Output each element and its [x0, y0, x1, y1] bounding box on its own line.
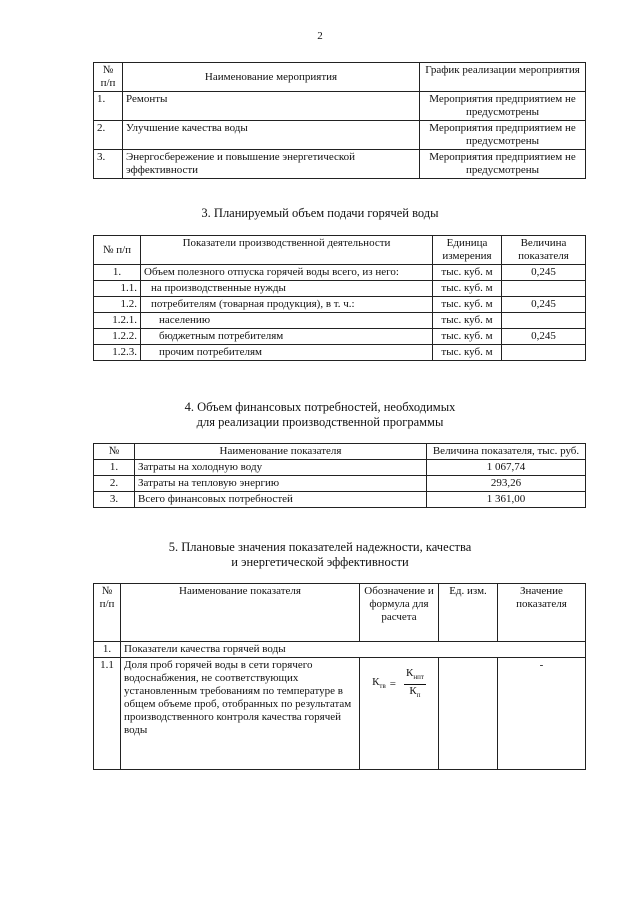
header-cell: Наименование показателя	[135, 444, 427, 460]
header-cell: Величина показателя	[502, 236, 586, 265]
row-num: 1.	[94, 460, 135, 476]
table-row	[94, 492, 586, 508]
row-unit: тыс. куб. м	[433, 345, 502, 361]
table-row	[94, 121, 586, 150]
section-4-title-line2: для реализации производственной программы	[196, 415, 444, 429]
row-num: 1.2.2.	[94, 329, 141, 345]
header-cell: График реализации мероприятия	[420, 63, 586, 92]
row-label: бюджетным потребителям	[141, 329, 433, 345]
section-3-title: 3. Планируемый объем подачи горячей воды	[201, 206, 439, 220]
header-cell: Наименование мероприятия	[123, 63, 420, 92]
row-label: Ремонты	[123, 92, 420, 121]
formula-cell	[360, 658, 439, 770]
section-4-title-line1: 4. Объем финансовых потребностей, необходимых	[184, 400, 456, 414]
row-label: Энергосбережение и повышение энергетической эффективности	[123, 150, 420, 179]
row-label: Затраты на холодную воду	[135, 460, 427, 476]
row-value: Мероприятия предприятием не предусмотрены	[420, 92, 586, 121]
row-value: 1 067,74	[427, 460, 586, 476]
header-cell: Ед. изм.	[439, 584, 498, 642]
table-row	[94, 297, 586, 313]
row-num: 3.	[94, 492, 135, 508]
section-5-title-line2: и энергетической эффективности	[231, 555, 409, 569]
row-unit: тыс. куб. м	[433, 313, 502, 329]
row-label: прочим потребителям	[141, 345, 433, 361]
table-row	[94, 345, 586, 361]
row-value	[502, 281, 586, 297]
row-label: на производственные нужды	[141, 281, 433, 297]
header-cell: Обозначение и формула для расчета	[360, 584, 439, 642]
row-label: Всего финансовых потребностей	[135, 492, 427, 508]
row-value: 1 361,00	[427, 492, 586, 508]
table-row	[94, 329, 586, 345]
row-num: 1.	[94, 92, 123, 121]
header-cell: № п/п	[94, 584, 121, 642]
quality-indicators-table	[93, 583, 586, 770]
row-value	[502, 345, 586, 361]
row-num: 2.	[94, 476, 135, 492]
measures-table	[93, 62, 586, 179]
formula-equals: =	[389, 678, 397, 691]
row-label: Доля проб горячей воды в сети горячего водоснабжения, не соответствующих установленным требованиям по температуре в общем объеме проб, отобранных по результатам производственного контроля качества горячей воды	[121, 658, 360, 770]
row-label: Объем полезного отпуска горячей воды всего, из него:	[141, 265, 433, 281]
row-value: Мероприятия предприятием не предусмотрены	[420, 121, 586, 150]
row-unit	[439, 658, 498, 770]
header-cell: Наименование показателя	[121, 584, 360, 642]
financial-needs-table	[93, 443, 586, 508]
table-row	[94, 150, 586, 179]
table-header-row	[94, 236, 586, 265]
header-cell: №	[94, 444, 135, 460]
row-num: 3.	[94, 150, 123, 179]
row-num: 2.	[94, 121, 123, 150]
row-value: 293,26	[427, 476, 586, 492]
table-row	[94, 265, 586, 281]
header-cell: № п/п	[94, 236, 141, 265]
row-num: 1.1	[94, 658, 121, 770]
row-value: Мероприятия предприятием не предусмотрены	[420, 150, 586, 179]
row-value	[502, 313, 586, 329]
table-row	[94, 92, 586, 121]
table-row	[94, 313, 586, 329]
table-row	[94, 658, 586, 770]
row-label: потребителям (товарная продукция), в т. ч.:	[141, 297, 433, 313]
row-value: 0,245	[502, 329, 586, 345]
table-header-row	[94, 584, 586, 642]
hot-water-volume-table	[93, 235, 586, 361]
row-label: Показатели качества горячей воды	[121, 642, 586, 658]
row-label: Затраты на тепловую энергию	[135, 476, 427, 492]
table-header-row	[94, 444, 586, 460]
row-value: -	[498, 658, 586, 770]
header-cell: № п/п	[94, 63, 123, 92]
row-value: 0,245	[502, 297, 586, 313]
header-cell: Значение показателя	[498, 584, 586, 642]
header-cell: Показатели производственной деятельности	[141, 236, 433, 265]
table-group-row	[94, 642, 586, 658]
formula-fraction: $\frac{К_{нпт}}{К_п}$	[406, 667, 424, 700]
header-cell: Единица измерения	[433, 236, 502, 265]
row-unit: тыс. куб. м	[433, 329, 502, 345]
row-num: 1.2.1.	[94, 313, 141, 329]
row-num: 1.2.3.	[94, 345, 141, 361]
row-label: населению	[141, 313, 433, 329]
formula	[363, 667, 435, 702]
table-row	[94, 281, 586, 297]
page-number: 2	[317, 30, 323, 42]
section-5-title-line1: 5. Плановые значения показателей надежности, качества	[168, 540, 472, 554]
row-num: 1.	[94, 265, 141, 281]
table-row	[94, 476, 586, 492]
table-header-row	[94, 63, 586, 92]
row-num: 1.	[94, 642, 121, 658]
header-cell: Величина показателя, тыс. руб.	[427, 444, 586, 460]
formula-lhs: $К_{тв}$	[372, 676, 386, 691]
row-unit: тыс. куб. м	[433, 265, 502, 281]
row-label: Улучшение качества воды	[123, 121, 420, 150]
row-num: 1.1.	[94, 281, 141, 297]
row-unit: тыс. куб. м	[433, 297, 502, 313]
table-row	[94, 460, 586, 476]
row-unit: тыс. куб. м	[433, 281, 502, 297]
row-value: 0,245	[502, 265, 586, 281]
row-num: 1.2.	[94, 297, 141, 313]
